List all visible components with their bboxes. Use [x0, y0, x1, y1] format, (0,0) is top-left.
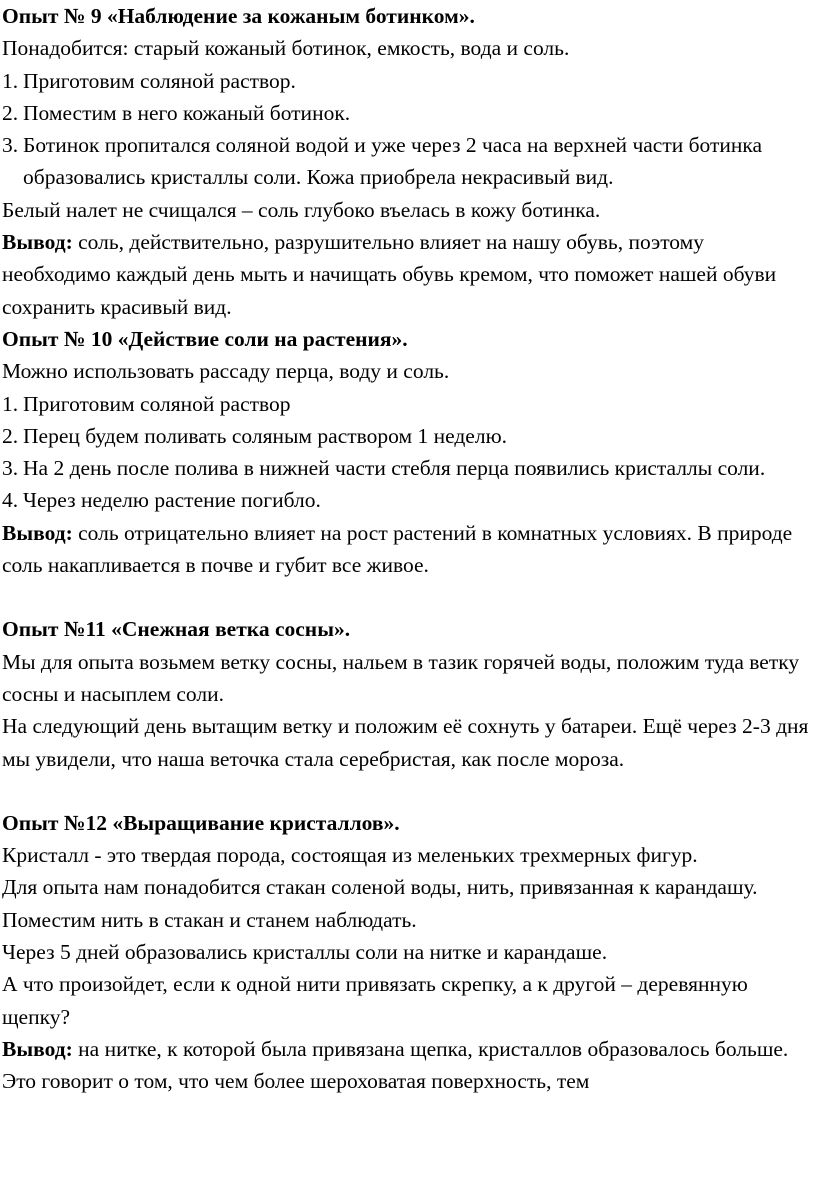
- step-number: 1.: [2, 391, 19, 416]
- conclusion-label: Вывод:: [2, 1036, 73, 1061]
- exp9-steps: [2, 65, 816, 194]
- exp10-step: [2, 452, 816, 484]
- exp12-paragraph: Поместим нить в стакан и станем наблюдать.: [2, 907, 417, 932]
- step-text: Приготовим соляной раствор.: [23, 68, 296, 93]
- step-number: 4.: [2, 488, 19, 513]
- step-text: На 2 день после полива в нижней части стебля перца появились кристаллы соли.: [23, 456, 766, 481]
- exp11-title: Опыт №11 «Снежная ветка сосны».: [2, 617, 351, 642]
- exp11-paragraph: Мы для опыта возьмем ветку сосны, нальем в тазик горячей воды, положим туда ветку сосны и насыплем соли.: [2, 649, 800, 706]
- conclusion-label: Вывод:: [2, 520, 73, 545]
- step-number: 2.: [2, 423, 19, 448]
- step-text: Поместим в него кожаный ботинок.: [23, 100, 351, 125]
- exp10-intro: Можно использовать рассаду перца, воду и соль.: [2, 359, 450, 384]
- step-text: Ботинок пропитался соляной водой и уже через 2 часа на верхней части ботинка образовались кристаллы соли. Кожа приобрела некрасивый вид.: [23, 133, 763, 190]
- exp9-intro: Понадобится: старый кожаный ботинок, емкость, вода и соль.: [2, 36, 570, 61]
- exp12-title: Опыт №12 «Выращивание кристаллов».: [2, 810, 400, 835]
- conclusion-label: Вывод:: [2, 230, 73, 255]
- exp9-step: [2, 65, 816, 97]
- exp9-conclusion: Вывод: соль, действительно, разрушительно влияет на нашу обувь, поэтому необходимо каждый день мыть и начищать обувь кремом, что поможет нашей обуви сохранить красивый вид.: [2, 230, 777, 319]
- exp9-step: [2, 97, 816, 129]
- exp10-conclusion: Вывод: соль отрицательно влияет на рост растений в комнатных условиях. В природе соль накапливается в почве и губит все живое.: [2, 520, 793, 578]
- exp12-paragraph: Кристалл - это твердая порода, состоящая из меленьких трехмерных фигур.: [2, 843, 698, 868]
- exp12-conclusion: Вывод: на нитке, к которой была привязана щепка, кристаллов образовалось больше. Это говорит о том, что чем более шероховатая поверхность, тем: [2, 1036, 789, 1094]
- step-text: Приготовим соляной раствор: [23, 391, 291, 416]
- exp11-paragraph: На следующий день вытащим ветку и положим её сохнуть у батареи. Ещё через 2-3 дня мы увидели, что наша веточка стала серебристая, как после мороза.: [2, 714, 809, 771]
- exp12-paragraph: А что произойдет, если к одной нити привязать скрепку, а к другой – деревянную щепку?: [2, 972, 748, 1029]
- exp9-step: [2, 129, 816, 194]
- spacer: [2, 581, 816, 613]
- step-number: 3.: [2, 133, 19, 158]
- exp10-step: [2, 420, 816, 452]
- step-number: 1.: [2, 68, 19, 93]
- exp10-step: [2, 484, 816, 516]
- exp9-title: Опыт № 9 «Наблюдение за кожаным ботинком».: [2, 4, 475, 28]
- exp10-steps: [2, 388, 816, 517]
- step-number: 2.: [2, 100, 19, 125]
- spacer: [2, 775, 816, 807]
- step-number: 3.: [2, 456, 19, 481]
- exp9-note: Белый налет не счищался – соль глубоко въелась в кожу ботинка.: [2, 197, 601, 222]
- step-text: Перец будем поливать соляным раствором 1 неделю.: [23, 423, 508, 448]
- exp12-paragraph: Для опыта нам понадобится стакан соленой воды, нить, привязанная к карандашу.: [2, 875, 758, 900]
- exp10-step: [2, 388, 816, 420]
- exp10-title: Опыт № 10 «Действие соли на растения».: [2, 326, 408, 351]
- exp12-paragraph: Через 5 дней образовались кристаллы соли на нитке и карандаше.: [2, 940, 608, 965]
- step-text: Через неделю растение погибло.: [23, 488, 321, 513]
